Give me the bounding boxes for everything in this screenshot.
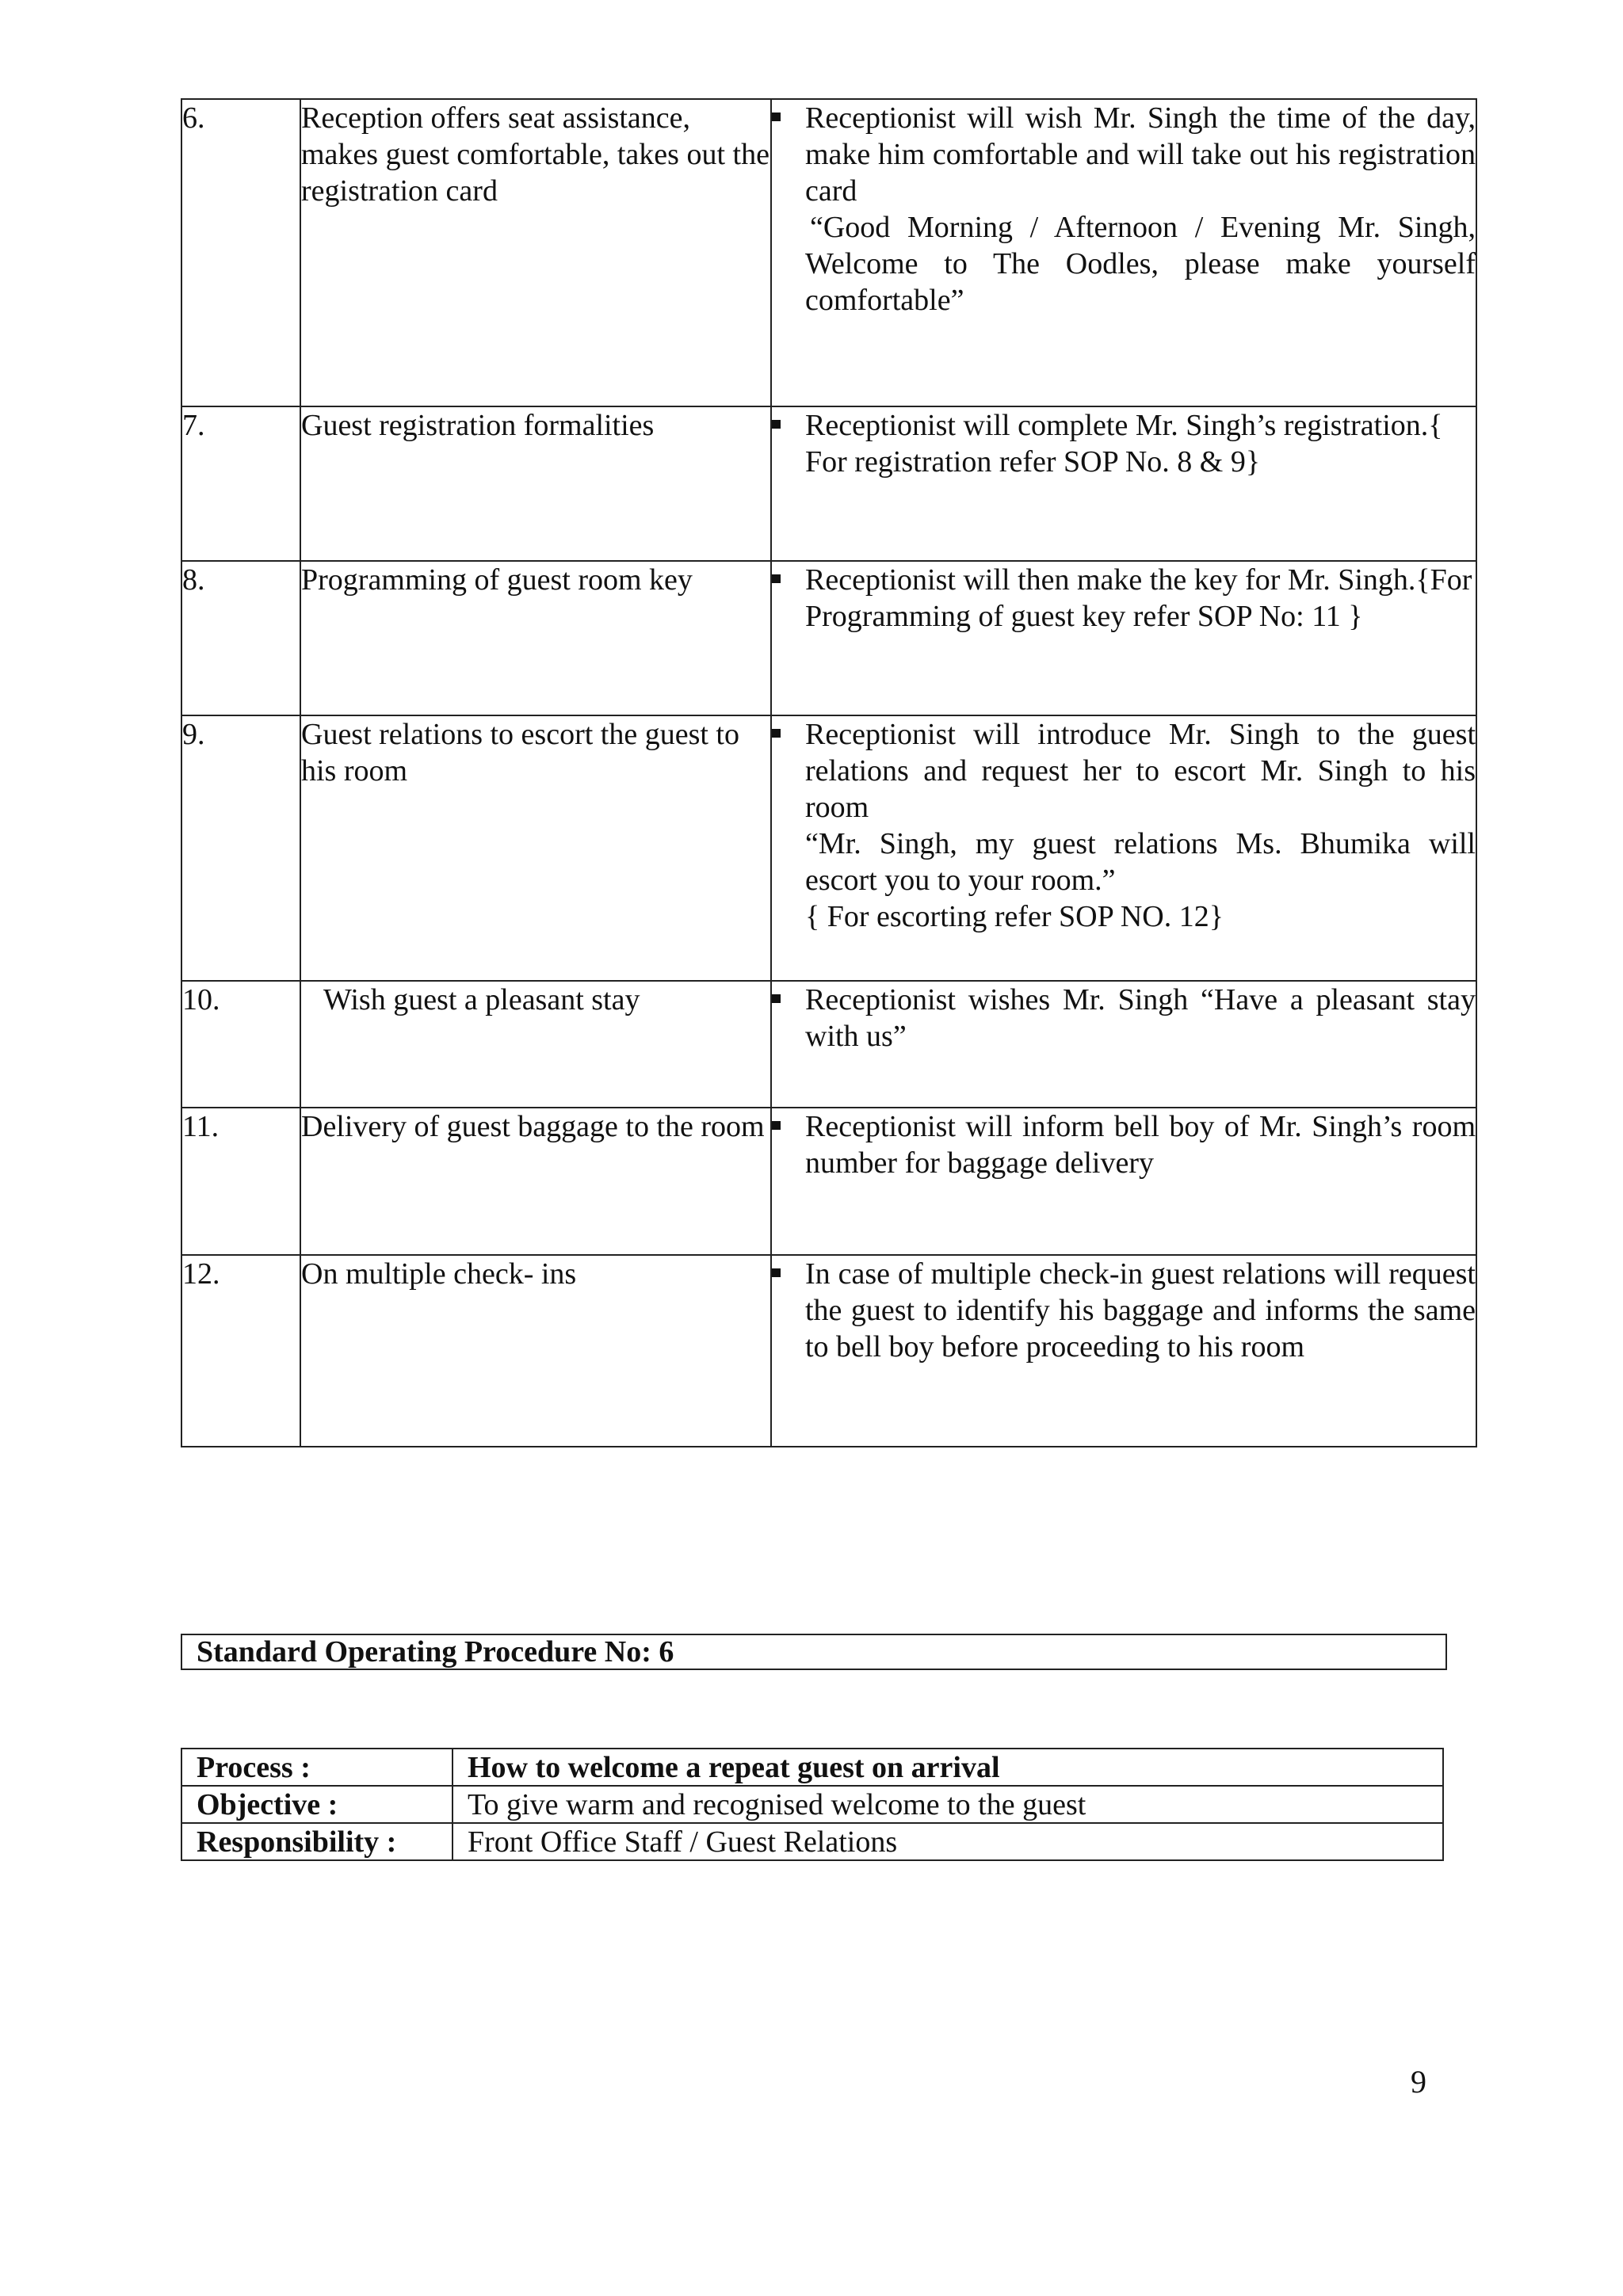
bullet-square-icon [772,729,781,738]
table-row [181,1823,1443,1860]
table-row [181,1786,1443,1823]
objective-label: Objective : [181,1786,453,1823]
bullet-square-icon [772,1121,781,1130]
step-description: Reception offers seat assistance, makes guest comfortable, takes out the registration card [300,99,771,406]
step-number: 6. [181,99,300,406]
step-description: Wish guest a pleasant stay [300,981,771,1108]
table-row [181,99,1476,406]
responsibility-label: Responsibility : [181,1823,453,1860]
step-action [771,561,1476,715]
table-row [181,1255,1476,1447]
step-number: 7. [181,406,300,561]
objective-value: To give warm and recognised welcome to the guest [453,1786,1443,1823]
table-row [181,1749,1443,1786]
step-description: On multiple check- ins [300,1255,771,1447]
step-number: 9. [181,715,300,981]
step-description: Guest relations to escort the guest to his room [300,715,771,981]
action-text: Receptionist will wish Mr. Singh the time of the day, make him comfortable and will take out his registration card [805,101,1476,208]
step-number: 11. [181,1108,300,1255]
action-reference: { For escorting refer SOP NO. 12} [805,900,1224,933]
table-row [181,1108,1476,1255]
bullet-square-icon [772,994,781,1003]
responsibility-value: Front Office Staff / Guest Relations [453,1823,1443,1860]
sop-title: Standard Operating Procedure No: 6 [181,1634,1447,1670]
action-quote: “Good Morning / Afternoon / Evening Mr. Singh, Welcome to The Oodles, please make yourself comfortable” [805,211,1476,317]
step-description: Guest registration formalities [300,406,771,561]
table-row [181,715,1476,981]
action-text: In case of multiple check-in guest relations will request the guest to identify his baggage and informs the same to bell boy before proceeding to his room [805,1257,1476,1363]
action-text: Receptionist wishes Mr. Singh “Have a pleasant stay with us” [805,983,1476,1053]
step-action [771,99,1476,406]
bullet-square-icon [772,113,781,121]
procedure-steps-table [181,98,1477,1447]
process-info-table [181,1748,1444,1861]
action-text: Receptionist will introduce Mr. Singh to the guest relations and request her to escort Mr. Singh to his room [805,718,1476,824]
bullet-square-icon [772,420,781,429]
step-number: 12. [181,1255,300,1447]
action-text: Receptionist will then make the key for Mr. Singh.{For Programming of guest key refer SOP No: 11 } [805,563,1472,633]
page-number: 9 [1411,2064,1426,2100]
bullet-square-icon [772,574,781,583]
step-description: Programming of guest room key [300,561,771,715]
bullet-square-icon [772,1268,781,1277]
step-number: 10. [181,981,300,1108]
step-action [771,1108,1476,1255]
step-action [771,406,1476,561]
table-row [181,561,1476,715]
process-label: Process : [181,1749,453,1786]
process-value: How to welcome a repeat guest on arrival [453,1749,1443,1786]
step-action [771,715,1476,981]
action-text: Receptionist will inform bell boy of Mr. Singh’s room number for baggage delivery [805,1110,1476,1180]
action-text: Receptionist will complete Mr. Singh’s registration.{ For registration refer SOP No. 8 & 9} [805,409,1443,479]
step-number: 8. [181,561,300,715]
step-action [771,1255,1476,1447]
action-quote: “Mr. Singh, my guest relations Ms. Bhumika will escort you to your room.” [805,827,1476,897]
step-description: Delivery of guest baggage to the room [300,1108,771,1255]
table-row [181,406,1476,561]
step-action [771,981,1476,1108]
table-row [181,981,1476,1108]
